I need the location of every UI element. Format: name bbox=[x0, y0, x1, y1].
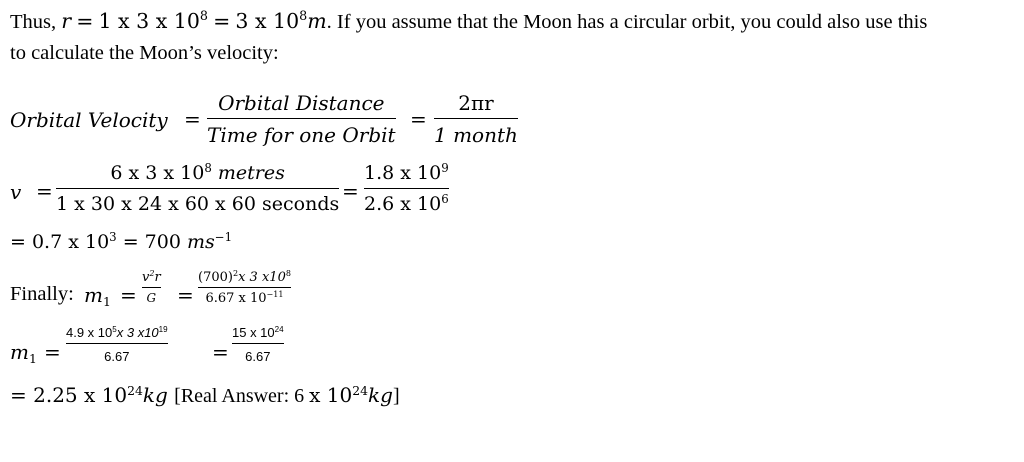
fraction-orbital-distance bbox=[207, 93, 396, 145]
fraction-m1-2 bbox=[232, 326, 284, 363]
final-answer-line bbox=[10, 383, 400, 408]
fraction-denominator: 1 x 30 x 24 x 60 x 60 seconds bbox=[56, 193, 340, 215]
fraction-numerator: $v^2r$ bbox=[142, 269, 161, 285]
var-m1-second: $m_1$ bbox=[10, 340, 37, 366]
fraction-denominator: 6.67 bbox=[245, 349, 271, 364]
result-value: 0.7 x $10^3$ bbox=[31, 229, 117, 253]
fraction-m1-1 bbox=[66, 326, 168, 363]
fraction-v-2 bbox=[364, 160, 449, 215]
fraction-numerator: Orbital Distance bbox=[218, 91, 385, 115]
fraction-700-g bbox=[198, 271, 291, 305]
var-m1: $m_1$ bbox=[84, 283, 111, 309]
eq-orbital-equals-2: = bbox=[410, 107, 427, 131]
fraction-denominator: 1 month bbox=[434, 123, 518, 147]
fraction-numerator: $(700)^2x$ 3 $x10^8$ bbox=[198, 269, 291, 285]
fraction-numerator: 6 x 3 x $10^8$ metres bbox=[110, 160, 285, 184]
paragraph-line-1 bbox=[10, 6, 927, 37]
finally-label: Finally: bbox=[10, 283, 74, 305]
paragraph-line-2: to calculate the Moon’s velocity: bbox=[10, 42, 279, 64]
result-unit: $ms^{-1}$ bbox=[186, 229, 233, 253]
final-value: 2.25 x $10^{24}kg$ bbox=[33, 382, 168, 407]
equals-sign: = bbox=[10, 231, 26, 253]
equals-sign: = bbox=[212, 340, 229, 364]
eq-result-line bbox=[10, 231, 232, 253]
eq-orbital-equals: = bbox=[184, 107, 201, 131]
fraction-2pir-month bbox=[434, 93, 518, 145]
eq-v-equals-2: = bbox=[342, 179, 359, 203]
equals-sign: = bbox=[120, 283, 137, 307]
result-700: 700 bbox=[144, 231, 181, 253]
fraction-numerator: 2πr bbox=[458, 91, 494, 115]
fraction-denominator: 6.67 x $10^{-11}$ bbox=[205, 290, 284, 306]
eq-v-lhs: v bbox=[10, 180, 22, 204]
eq-v-equals: = bbox=[36, 179, 53, 203]
text-thus: Thus, bbox=[10, 11, 57, 33]
fraction-v-1 bbox=[56, 160, 340, 215]
fraction-v2r-g bbox=[142, 271, 161, 304]
fraction-denominator: G bbox=[146, 291, 157, 305]
equals-sign: = bbox=[44, 340, 61, 364]
equals-sign: = bbox=[177, 283, 194, 307]
real-answer: [Real Answer: 6 x $10^{24}kg$] bbox=[174, 382, 400, 407]
fraction-numerator: 4.9 x $10^5x$ 3 $x10^{19}$ bbox=[66, 325, 168, 340]
fraction-denominator: 6.67 bbox=[104, 349, 130, 364]
expr-3x10: 3 x $10^8m$ bbox=[235, 8, 327, 33]
equals-sign: = bbox=[10, 383, 27, 407]
fraction-denominator: Time for one Orbit bbox=[207, 123, 396, 147]
fraction-denominator: 2.6 x $10^6$ bbox=[364, 191, 449, 215]
fraction-numerator: 15 x $10^{24}$ bbox=[232, 325, 284, 340]
eq-orbital-lhs: Orbital Velocity bbox=[10, 108, 168, 132]
equals-sign: = bbox=[213, 9, 231, 33]
equals-sign: = bbox=[76, 9, 94, 33]
equals-sign: = bbox=[122, 231, 139, 253]
var-r: r bbox=[61, 9, 72, 33]
expr-1x3x10: 1 x 3 x $10^8$ bbox=[98, 8, 208, 33]
text-rest: . If you assume that the Moon has a circular orbit, you could also use this bbox=[326, 11, 928, 33]
fraction-numerator: 1.8 x $10^9$ bbox=[364, 160, 449, 184]
